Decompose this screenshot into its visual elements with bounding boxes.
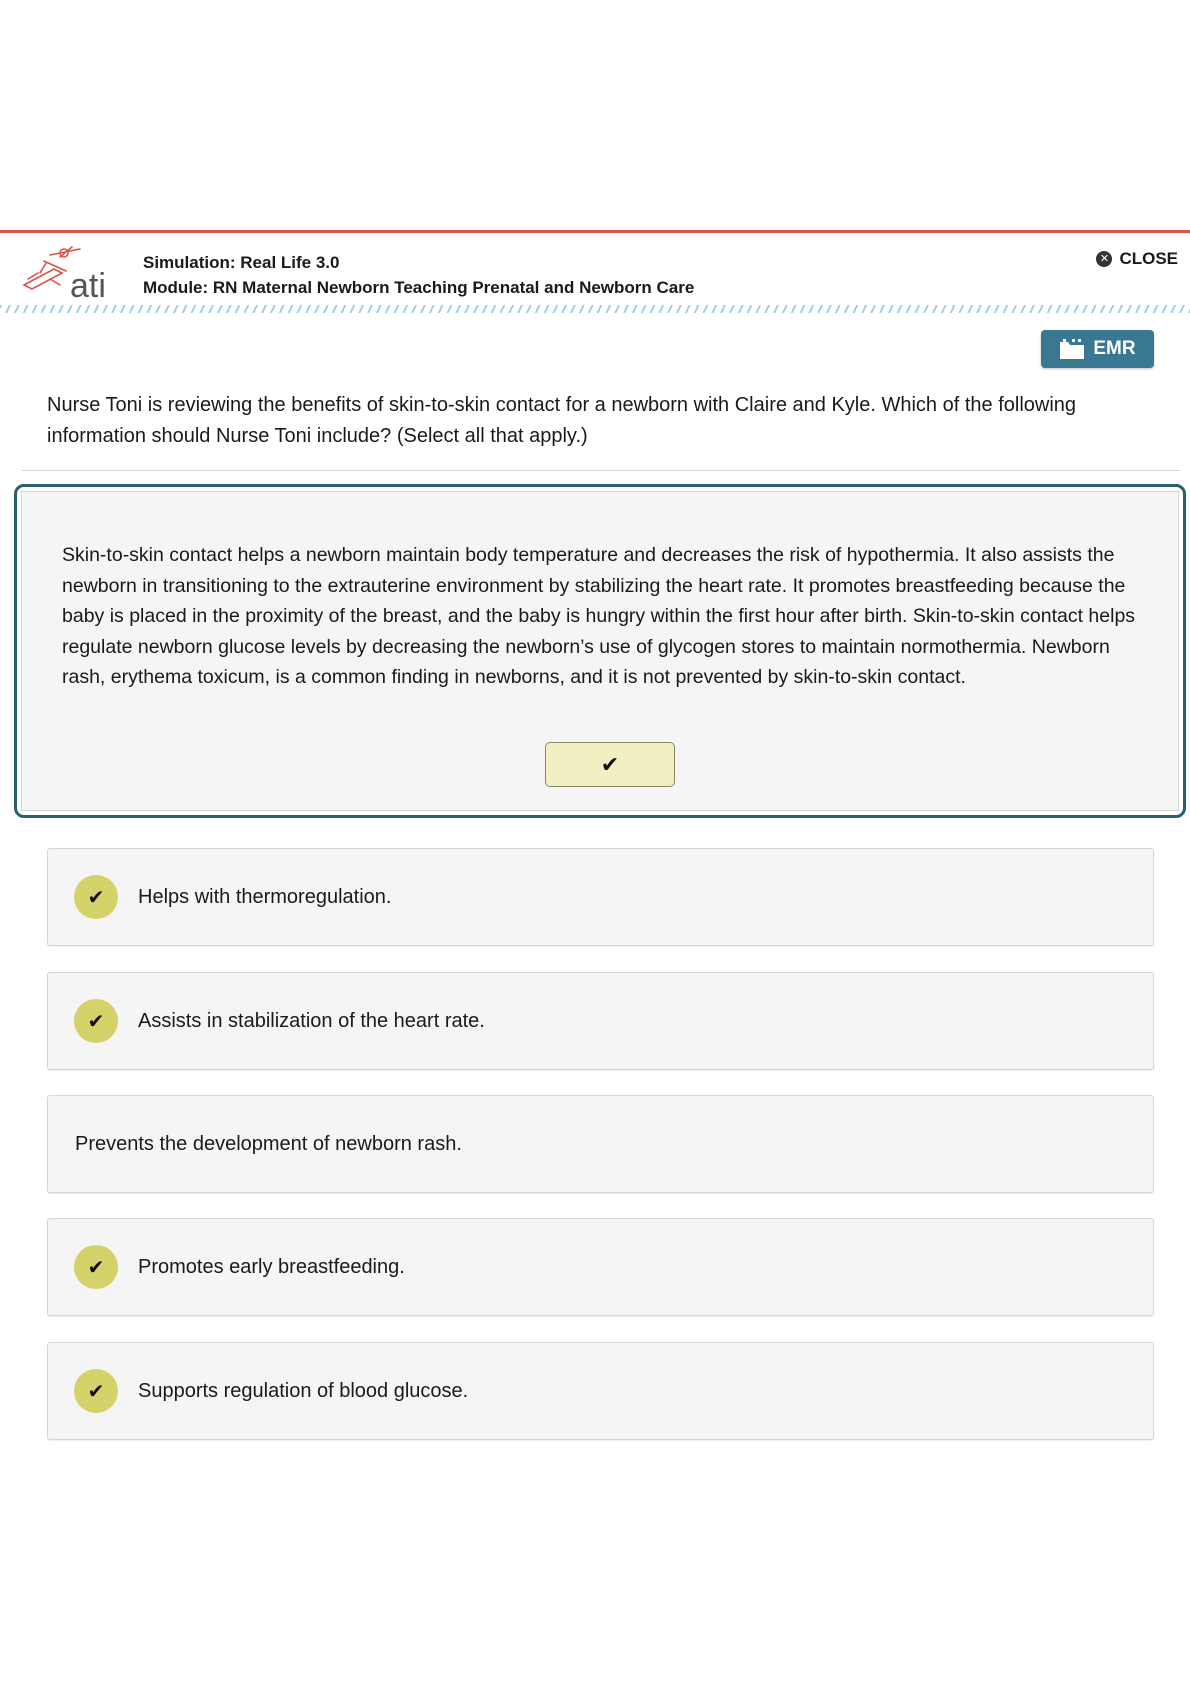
feedback-rationale-text: Skin-to-skin contact helps a newborn maintain body temperature and decreases the risk of hypothermia. It also assists the newborn in transitioning to the extrauterine environment by stabilizing the heart rate. It promotes breastfeeding because the baby is placed in the proximity of the breast, and the baby is hungry within the first hour after birth. Skin-to-skin contact helps regulate newborn glucose levels by decreasing the newborn’s use of glycogen stores to maintain normothermia. Newborn rash, erythema toxicum, is a common finding in newborns, and it is not prevented by skin-to-skin contact. — [62, 544, 1136, 688]
answer-option-heart-rate[interactable] — [47, 972, 1154, 1070]
emr-button[interactable] — [1041, 330, 1154, 368]
header-titles — [143, 250, 694, 300]
svg-text:ati: ati — [70, 267, 106, 299]
module-title: Module: RN Maternal Newborn Teaching Prenatal and Newborn Care — [143, 278, 695, 297]
option-label: Helps with thermoregulation. — [138, 885, 392, 908]
answer-option-blood-glucose[interactable] — [47, 1342, 1154, 1440]
feedback-inner — [21, 491, 1179, 811]
question-text: Nurse Toni is reviewing the benefits of skin-to-skin contact for a newborn with Claire and Kyle. Which of the following information should Nurse Toni include? (Select all that apply.) — [47, 394, 1077, 447]
ati-logo — [20, 243, 120, 299]
selected-check-icon: ✔ — [74, 999, 118, 1043]
selected-check-icon: ✔ — [74, 1369, 118, 1413]
option-label: Promotes early breastfeeding. — [138, 1255, 405, 1278]
confirm-button[interactable] — [545, 742, 675, 787]
checkmark-icon: ✔ — [600, 751, 620, 777]
answer-option-thermoregulation[interactable] — [47, 848, 1154, 946]
close-label: CLOSE — [1119, 249, 1178, 268]
option-label: Assists in stabilization of the heart rate. — [138, 1009, 485, 1032]
selected-check-icon: ✔ — [74, 875, 118, 919]
answer-option-breastfeeding[interactable] — [47, 1218, 1154, 1316]
selected-check-icon: ✔ — [74, 1245, 118, 1289]
divider — [22, 470, 1180, 471]
app-header — [0, 230, 1190, 312]
folder-icon — [1059, 338, 1085, 360]
option-label: Supports regulation of blood glucose. — [138, 1379, 469, 1402]
answer-option-newborn-rash[interactable] — [47, 1095, 1154, 1193]
option-label: Prevents the development of newborn rash. — [75, 1132, 462, 1155]
simulation-title: Simulation: Real Life 3.0 — [143, 253, 340, 272]
close-circle-icon: ✕ — [1096, 251, 1112, 267]
header-stripe-divider — [0, 305, 1190, 313]
emr-label: EMR — [1093, 338, 1136, 359]
close-button[interactable] — [1096, 249, 1178, 269]
feedback-panel — [14, 484, 1186, 818]
